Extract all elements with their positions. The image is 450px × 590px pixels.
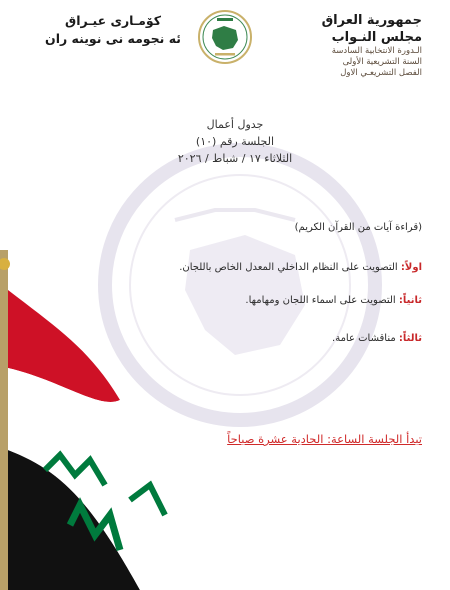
agenda-item-number: ثانياً: (398, 295, 422, 306)
agenda-item-number: اولاً: (400, 262, 422, 273)
legislative-session: الفصل التشريعـي الاول (340, 68, 422, 78)
country-title-kurdish: كۆمـارى عيـراق (65, 13, 161, 28)
session-number: الجلسة رقم (١٠) (195, 135, 275, 148)
session-date: الثلاثاء ١٧ / شباط / ٢٠٢٦ (177, 152, 293, 165)
agenda-title: جدول أعمال (206, 118, 264, 131)
electoral-term: الـدورة الانتخابية السادسة (331, 46, 422, 56)
agenda-item-text: مناقشات عامة. (332, 333, 396, 344)
header-left-block (38, 12, 188, 48)
legislative-year: السنة التشريعية الأولى (342, 57, 422, 67)
council-title: مجلس النـواب (331, 30, 422, 45)
agenda-title-block (150, 116, 320, 167)
parliament-emblem-icon (191, 8, 259, 66)
iraq-flag-icon (0, 250, 212, 590)
quran-recitation: (قراءة آيات من القرآن الكريم) (294, 222, 422, 233)
council-title-kurdish: ئه نجومه نى نوينه ران (45, 31, 181, 46)
agenda-item-text: التصويت على اسماء اللجان ومهامها. (245, 295, 396, 306)
session-start-time: تبدأ الجلسة الساعة: الحادية عشرة صباحاً (227, 432, 422, 446)
header-right-block (272, 12, 422, 79)
agenda-item-text: التصويت على النظام الداخلي المعدل الخاص باللجان. (179, 262, 398, 273)
country-title: جمهورية العراق (321, 13, 422, 28)
agenda-item-number: ثالثاً: (398, 333, 422, 344)
